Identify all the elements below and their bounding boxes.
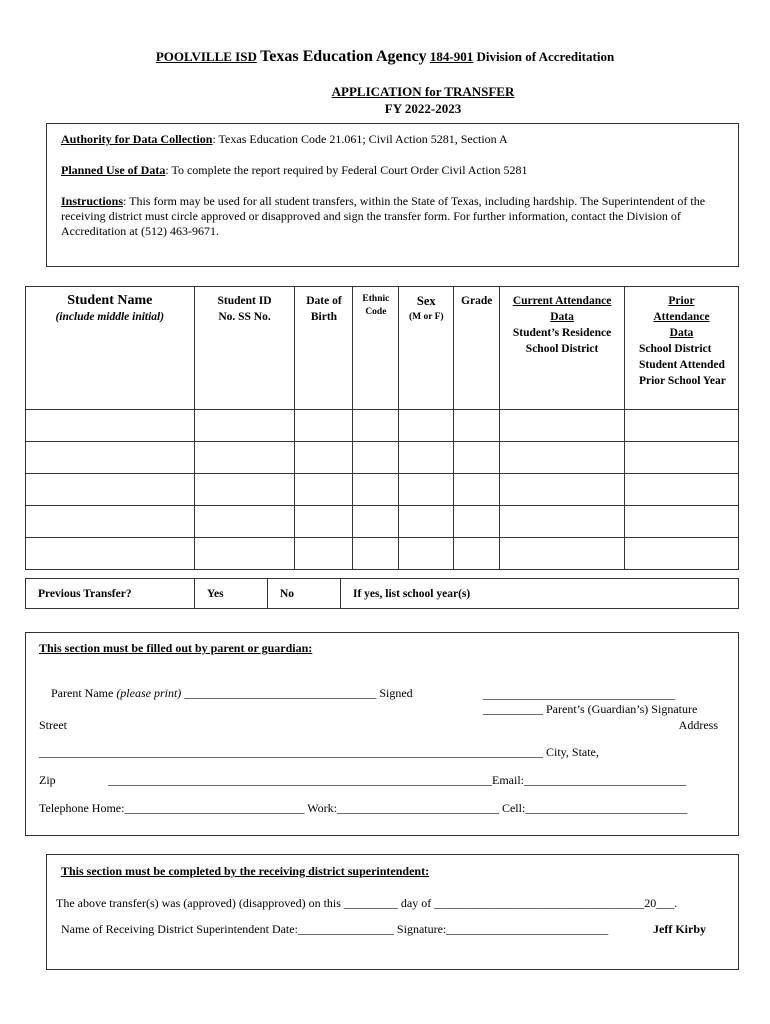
previous-transfer-row bbox=[25, 578, 739, 609]
current-district-cell[interactable] bbox=[500, 442, 625, 474]
sex-header-sub: (M or F) bbox=[408, 312, 444, 322]
dob-cell[interactable] bbox=[295, 442, 353, 474]
sex-cell[interactable] bbox=[399, 538, 454, 570]
superintendent-section bbox=[46, 854, 739, 970]
student-id-cell[interactable] bbox=[194, 506, 295, 538]
prior-district-cell[interactable] bbox=[624, 410, 738, 442]
info-box bbox=[46, 123, 739, 267]
grade-cell[interactable] bbox=[454, 506, 500, 538]
sex-cell[interactable] bbox=[399, 506, 454, 538]
grade-cell[interactable] bbox=[454, 442, 500, 474]
grade-cell[interactable] bbox=[454, 538, 500, 570]
student-name-header-sub: (include middle initial) bbox=[55, 311, 165, 323]
transfer-approval-line[interactable]: The above transfer(s) was (approved) (disapproved) on this _________ day of ___________________________________20___. bbox=[56, 896, 678, 910]
current-district-cell[interactable] bbox=[500, 474, 625, 506]
student-id-cell[interactable] bbox=[194, 442, 295, 474]
dob-header bbox=[295, 287, 353, 410]
ethnic-cell[interactable] bbox=[353, 538, 399, 570]
address-label: Address bbox=[678, 718, 718, 732]
student-id-header-label: Student ID No. SS No. bbox=[217, 295, 272, 323]
current-district-cell[interactable] bbox=[500, 506, 625, 538]
prior-district-cell[interactable] bbox=[624, 442, 738, 474]
student-name-header-label: Student Name bbox=[67, 293, 153, 308]
signature-line-2[interactable]: __________ Parent’s (Guardian’s) Signature bbox=[483, 702, 698, 716]
sex-cell[interactable] bbox=[399, 410, 454, 442]
current-attendance-header-label: Current Attendance Data bbox=[512, 295, 612, 323]
previous-transfer-label: Previous Transfer? bbox=[26, 579, 195, 609]
telephone-line[interactable]: Telephone Home:______________________________ Work:___________________________ Cell:___________________________ bbox=[39, 801, 688, 815]
ethnic-cell[interactable] bbox=[353, 474, 399, 506]
sex-header-label: Sex bbox=[416, 294, 436, 308]
table-row[interactable] bbox=[26, 474, 739, 506]
instructions-text: : This form may be used for all student transfers, within the State of Texas, including hardship. The Superintendent of the receiving district must circle approved or disapproved and sign the transfer form. For further information, contact the Division of Accreditation at (512) 463-9671. bbox=[61, 194, 706, 238]
student-name-header bbox=[26, 287, 195, 410]
grade-cell[interactable] bbox=[454, 410, 500, 442]
table-row[interactable] bbox=[26, 506, 739, 538]
superintendent-name-line[interactable]: Name of Receiving District Superintendent Date:________________ Signature:___________________________ bbox=[61, 922, 609, 936]
table-row[interactable] bbox=[26, 538, 739, 570]
prior-attendance-header-label: Prior Attendance Data bbox=[653, 295, 710, 339]
city-state-line[interactable]: ____________________________________________________________________________________ City, State, bbox=[39, 745, 599, 759]
superintendent-section-heading: This section must be completed by the receiving district superintendent: bbox=[61, 864, 430, 878]
parent-section-heading: This section must be filled out by parent or guardian: bbox=[39, 641, 313, 655]
student-name-cell[interactable] bbox=[26, 442, 195, 474]
instructions-row bbox=[61, 194, 724, 239]
previous-transfer-yes[interactable]: Yes bbox=[195, 579, 268, 609]
planned-use-row bbox=[61, 163, 724, 178]
sex-header bbox=[399, 287, 454, 410]
dob-cell[interactable] bbox=[295, 410, 353, 442]
student-name-cell[interactable] bbox=[26, 410, 195, 442]
ethnic-header bbox=[353, 287, 399, 410]
current-district-cell[interactable] bbox=[500, 538, 625, 570]
planned-use-text: : To complete the report required by Federal Court Order Civil Action 5281 bbox=[165, 163, 528, 177]
student-table bbox=[25, 286, 739, 570]
district-code: 184-901 bbox=[429, 49, 474, 64]
parent-name-row[interactable] bbox=[39, 671, 413, 716]
table-row[interactable] bbox=[26, 442, 739, 474]
signature-line-1[interactable]: ________________________________ bbox=[483, 687, 675, 701]
division-name: Division of Accreditation bbox=[476, 49, 615, 64]
student-id-cell[interactable] bbox=[194, 474, 295, 506]
student-name-cell[interactable] bbox=[26, 506, 195, 538]
authority-text: : Texas Education Code 21.061; Civil Action 5281, Section A bbox=[212, 132, 508, 146]
student-id-cell[interactable] bbox=[194, 538, 295, 570]
zip-email-line[interactable]: ________________________________________________________________Email:___________________________ bbox=[108, 773, 686, 787]
previous-transfer-no[interactable]: No bbox=[268, 579, 341, 609]
grade-cell[interactable] bbox=[454, 474, 500, 506]
sex-cell[interactable] bbox=[399, 442, 454, 474]
student-id-header bbox=[194, 287, 295, 410]
parent-name-hint: (please print) bbox=[116, 686, 182, 700]
parent-name-label: Parent Name bbox=[51, 686, 117, 700]
table-row[interactable] bbox=[26, 410, 739, 442]
dob-cell[interactable] bbox=[295, 506, 353, 538]
parent-section bbox=[25, 632, 739, 836]
prior-district-cell[interactable] bbox=[624, 538, 738, 570]
prior-district-cell[interactable] bbox=[624, 474, 738, 506]
dob-cell[interactable] bbox=[295, 538, 353, 570]
ethnic-cell[interactable] bbox=[353, 442, 399, 474]
table-header-row bbox=[26, 287, 739, 410]
form-title: APPLICATION for TRANSFER bbox=[331, 84, 515, 99]
student-name-cell[interactable] bbox=[26, 538, 195, 570]
current-attendance-header-sub: Student’s Residence School District bbox=[512, 327, 612, 355]
form-header bbox=[0, 48, 770, 117]
ethnic-cell[interactable] bbox=[353, 506, 399, 538]
current-attendance-header bbox=[500, 287, 625, 410]
prior-attendance-header bbox=[624, 287, 738, 410]
grade-header-label: Grade bbox=[461, 295, 493, 307]
superintendent-name: Jeff Kirby bbox=[653, 922, 706, 936]
prior-attendance-header-sub: School District Student Attended Prior School Year bbox=[638, 343, 726, 387]
dob-header-label: Date of Birth bbox=[306, 295, 342, 323]
zip-label: Zip bbox=[39, 773, 56, 787]
parent-name-line[interactable]: ________________________________ Signed bbox=[181, 686, 413, 700]
previous-transfer-years[interactable]: If yes, list school year(s) bbox=[341, 579, 739, 609]
grade-header bbox=[454, 287, 500, 410]
sex-cell[interactable] bbox=[399, 474, 454, 506]
ethnic-header-label: Ethnic Code bbox=[362, 294, 390, 317]
planned-use-label: Planned Use of Data bbox=[61, 163, 166, 177]
district-name: POOLVILLE ISD bbox=[155, 49, 257, 64]
agency-name: Texas Education Agency bbox=[260, 48, 427, 65]
instructions-label: Instructions bbox=[61, 194, 124, 208]
ethnic-cell[interactable] bbox=[353, 410, 399, 442]
street-label: Street bbox=[39, 718, 67, 732]
dob-cell[interactable] bbox=[295, 474, 353, 506]
prior-district-cell[interactable] bbox=[624, 506, 738, 538]
current-district-cell[interactable] bbox=[500, 410, 625, 442]
student-name-cell[interactable] bbox=[26, 474, 195, 506]
fiscal-year: FY 2022-2023 bbox=[384, 101, 462, 116]
authority-label: Authority for Data Collection bbox=[61, 132, 213, 146]
student-id-cell[interactable] bbox=[194, 410, 295, 442]
authority-row bbox=[61, 132, 724, 147]
